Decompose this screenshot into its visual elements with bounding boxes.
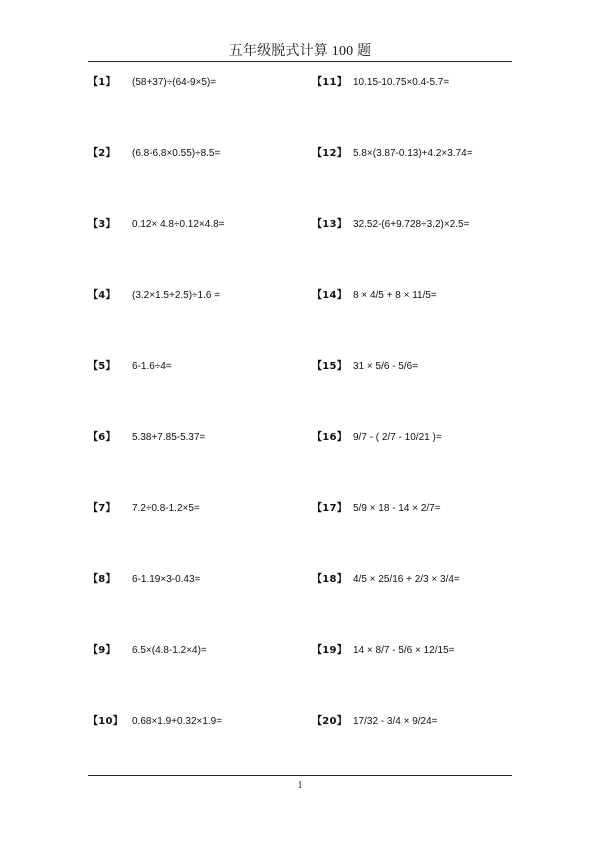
problem-number: 【17】 bbox=[312, 503, 348, 514]
problem-item bbox=[88, 147, 308, 218]
problem-expression: 5.38+7.85-5.37= bbox=[132, 432, 206, 443]
problem-expression: 6-1.6÷4= bbox=[132, 361, 172, 372]
problem-number: 【3】 bbox=[88, 219, 116, 230]
problem-number: 【7】 bbox=[88, 503, 116, 514]
problem-number: 【11】 bbox=[312, 77, 348, 88]
problem-number: 【16】 bbox=[312, 432, 348, 443]
page-title: 五年级脱式计算 100 题 bbox=[228, 44, 372, 59]
problem-item bbox=[88, 573, 308, 644]
problem-item bbox=[88, 360, 308, 431]
problem-item bbox=[88, 289, 308, 360]
problem-item bbox=[88, 218, 308, 289]
problem-number: 【14】 bbox=[312, 290, 348, 301]
problem-item bbox=[88, 502, 308, 573]
problem-expression: 17/32 - 3/4 × 9/24= bbox=[353, 716, 438, 727]
footer-divider bbox=[88, 775, 512, 776]
problem-number: 【4】 bbox=[88, 290, 116, 301]
problem-number: 【20】 bbox=[312, 716, 348, 727]
problem-expression: 9/7 - ( 2/7 - 10/21 )= bbox=[353, 432, 442, 443]
problem-expression: 0.12× 4.8÷0.12×4.8= bbox=[132, 219, 225, 230]
problem-item bbox=[312, 431, 532, 502]
problem-expression: 6-1.19×3-0.43= bbox=[132, 574, 201, 585]
problem-expression: 8 × 4/5 + 8 × 11/5= bbox=[353, 290, 437, 301]
problem-expression: 7.2÷0.8-1.2×5= bbox=[132, 503, 200, 514]
problem-number: 【10】 bbox=[88, 716, 124, 727]
problem-number: 【9】 bbox=[88, 645, 116, 656]
problem-column-right bbox=[312, 76, 532, 786]
problem-expression: 6.5×(4.8-1.2×4)= bbox=[132, 645, 207, 656]
header-divider bbox=[88, 61, 512, 62]
problem-item bbox=[312, 218, 532, 289]
problem-number: 【1】 bbox=[88, 77, 116, 88]
problem-item bbox=[312, 76, 532, 147]
problem-number: 【13】 bbox=[312, 219, 348, 230]
problem-item bbox=[88, 431, 308, 502]
problem-number: 【18】 bbox=[312, 574, 348, 585]
problem-number: 【19】 bbox=[312, 645, 348, 656]
problem-number: 【2】 bbox=[88, 148, 116, 159]
problem-expression: (6.8-6.8×0.55)÷8.5= bbox=[132, 148, 221, 159]
problem-expression: 32.52-(6+9.728÷3.2)×2.5= bbox=[353, 219, 470, 230]
problem-item bbox=[312, 644, 532, 715]
problem-item bbox=[88, 76, 308, 147]
problem-item bbox=[312, 502, 532, 573]
problem-number: 【8】 bbox=[88, 574, 116, 585]
problem-number: 【6】 bbox=[88, 432, 116, 443]
problem-expression: 10.15-10.75×0.4-5.7= bbox=[353, 77, 450, 88]
problem-column-left bbox=[88, 76, 308, 786]
problem-expression: 31 × 5/6 - 5/6= bbox=[353, 361, 419, 372]
problem-expression: 0.68×1.9+0.32×1.9= bbox=[132, 716, 223, 727]
page-number: 1 bbox=[297, 780, 303, 791]
problem-item bbox=[312, 573, 532, 644]
problem-expression: 4/5 × 25/16 + 2/3 × 3/4= bbox=[353, 574, 460, 585]
problem-item bbox=[312, 147, 532, 218]
problem-expression: 5/9 × 18 - 14 × 2/7= bbox=[353, 503, 441, 514]
problem-expression: (3.2×1.5+2.5)÷1.6 = bbox=[132, 290, 221, 301]
problem-expression: (58+37)÷(64-9×5)= bbox=[132, 77, 217, 88]
problem-item bbox=[88, 644, 308, 715]
problem-expression: 5.8×(3.87-0.13)+4.2×3.74= bbox=[353, 148, 473, 159]
problem-number: 【12】 bbox=[312, 148, 348, 159]
problem-item bbox=[312, 289, 532, 360]
problem-number: 【5】 bbox=[88, 361, 116, 372]
problem-expression: 14 × 8/7 - 5/6 × 12/15= bbox=[353, 645, 455, 656]
problem-number: 【15】 bbox=[312, 361, 348, 372]
problem-item bbox=[312, 360, 532, 431]
